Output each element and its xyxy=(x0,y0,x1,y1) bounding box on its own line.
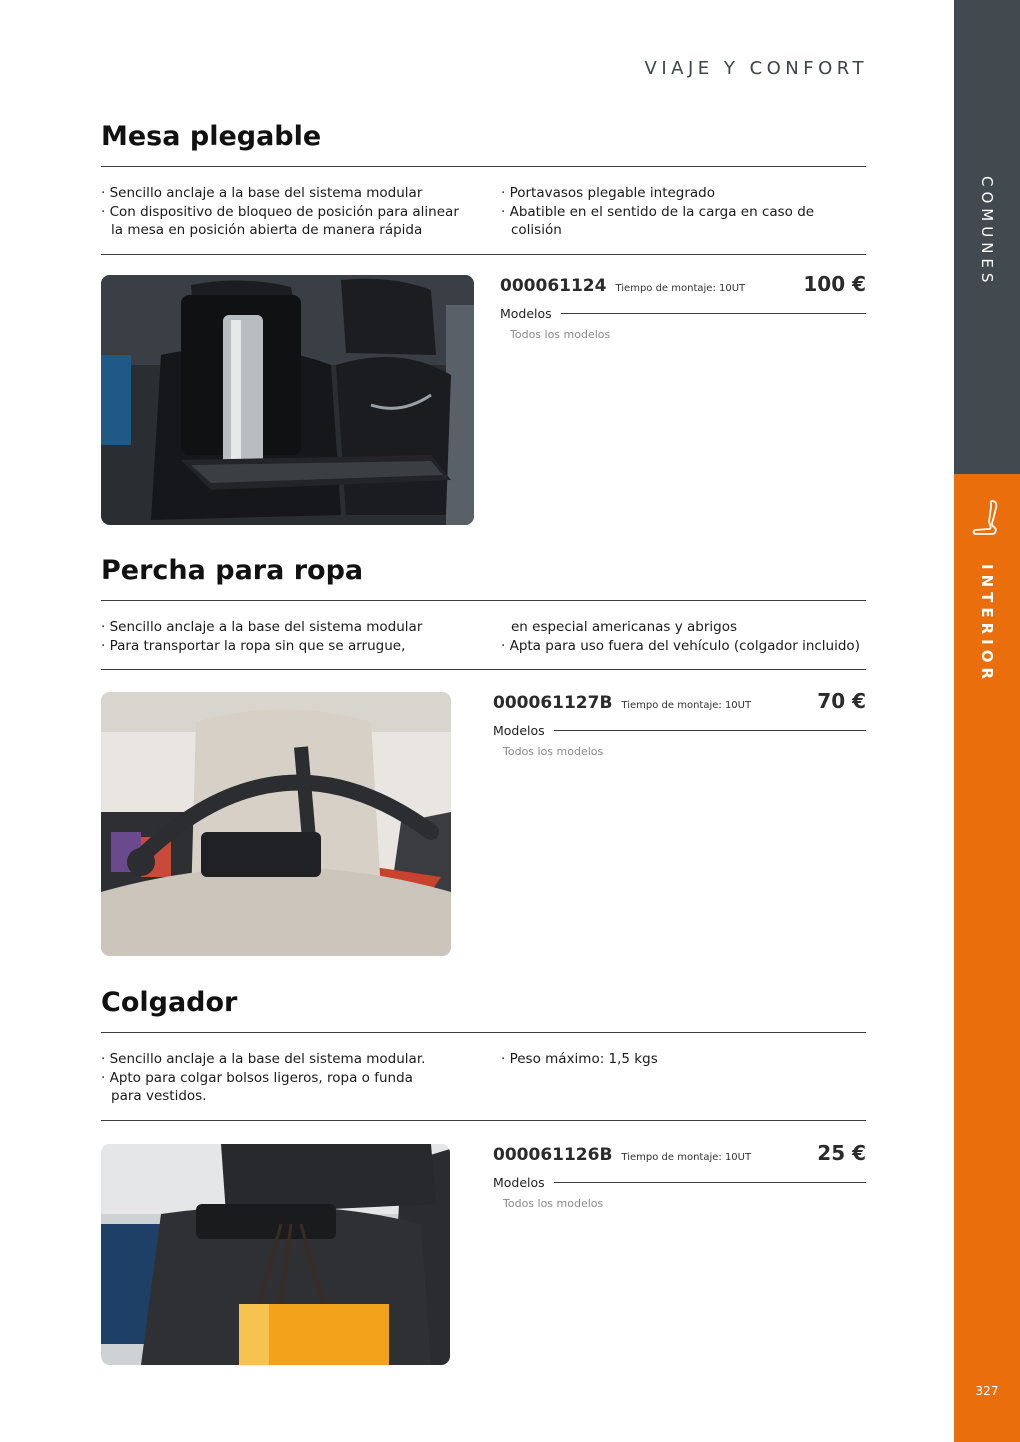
product-price: 25 € xyxy=(817,1141,866,1165)
product-code: 000061124 xyxy=(500,276,607,296)
product-photo-mesa-plegable xyxy=(101,275,474,525)
assembly-time: Tiempo de montaje: 10UT xyxy=(621,700,752,711)
product-code: 000061127B xyxy=(493,693,613,713)
models-divider xyxy=(554,1182,866,1183)
page-number: 327 xyxy=(975,1384,999,1398)
product-colgador xyxy=(101,986,866,1121)
feature-list xyxy=(101,167,866,254)
product-title: Percha para ropa xyxy=(101,555,364,586)
product-photo-colgador xyxy=(101,1144,450,1365)
assembly-time: Tiempo de montaje: 10UT xyxy=(621,1152,752,1163)
models-label: Modelos xyxy=(493,723,545,738)
product-title: Mesa plegable xyxy=(101,121,322,152)
feature-item: · Sencillo anclaje a la base del sistema modular. xyxy=(101,1051,426,1067)
divider xyxy=(101,254,866,255)
side-tab-comunes[interactable] xyxy=(954,0,1020,474)
feature-item: · Apto para colgar bolsos ligeros, ropa o funda xyxy=(101,1069,413,1086)
feature-item: · Portavasos plegable integrado xyxy=(501,185,716,201)
feature-item: · Abatible en el sentido de la carga en caso de colisión xyxy=(501,203,815,238)
product-percha-para-ropa xyxy=(101,554,866,670)
models-label: Modelos xyxy=(500,306,552,321)
models-divider xyxy=(561,313,866,314)
car-seat-icon xyxy=(970,498,1004,538)
divider xyxy=(101,669,866,670)
models-value: Todos los modelos xyxy=(503,745,604,758)
feature-item: · Apta para uso fuera del vehículo (colgador incluido) xyxy=(501,637,860,654)
divider xyxy=(101,1120,866,1121)
feature-item-continued: para vestidos. xyxy=(111,1088,207,1104)
feature-item: · Con dispositivo de bloqueo de posición para alinear xyxy=(101,203,459,220)
side-tab-interior[interactable] xyxy=(954,474,1020,1442)
section-heading: VIAJE Y CONFORT xyxy=(644,58,868,79)
product-code: 000061126B xyxy=(493,1145,613,1165)
models-value: Todos los modelos xyxy=(503,1197,604,1210)
feature-item: · Para transportar la ropa sin que se arrugue, xyxy=(101,637,406,654)
models-label: Modelos xyxy=(493,1175,545,1190)
models-divider xyxy=(554,730,866,731)
feature-item: · Peso máximo: 1,5 kgs xyxy=(501,1051,658,1067)
feature-item-continued: en especial americanas y abrigos xyxy=(511,619,738,635)
feature-item-continued: la mesa en posición abierta de manera rápida xyxy=(111,222,423,238)
product-mesa-plegable xyxy=(101,120,866,255)
feature-list xyxy=(101,1033,866,1120)
models-value: Todos los modelos xyxy=(510,328,611,341)
product-info-colgador xyxy=(493,1141,866,1210)
feature-item: · Sencillo anclaje a la base del sistema modular xyxy=(101,185,423,201)
product-photo-percha-para-ropa xyxy=(101,692,451,956)
assembly-time: Tiempo de montaje: 10UT xyxy=(615,283,746,294)
feature-list xyxy=(101,601,866,669)
product-title: Colgador xyxy=(101,987,238,1018)
product-info-percha-para-ropa xyxy=(493,689,866,758)
side-tab-interior-label: INTERIOR xyxy=(978,564,996,685)
feature-item: · Sencillo anclaje a la base del sistema modular xyxy=(101,619,423,635)
product-info-mesa-plegable xyxy=(500,272,866,341)
product-price: 100 € xyxy=(803,272,866,296)
product-price: 70 € xyxy=(817,689,866,713)
side-tab-comunes-label: COMUNES xyxy=(978,176,996,288)
